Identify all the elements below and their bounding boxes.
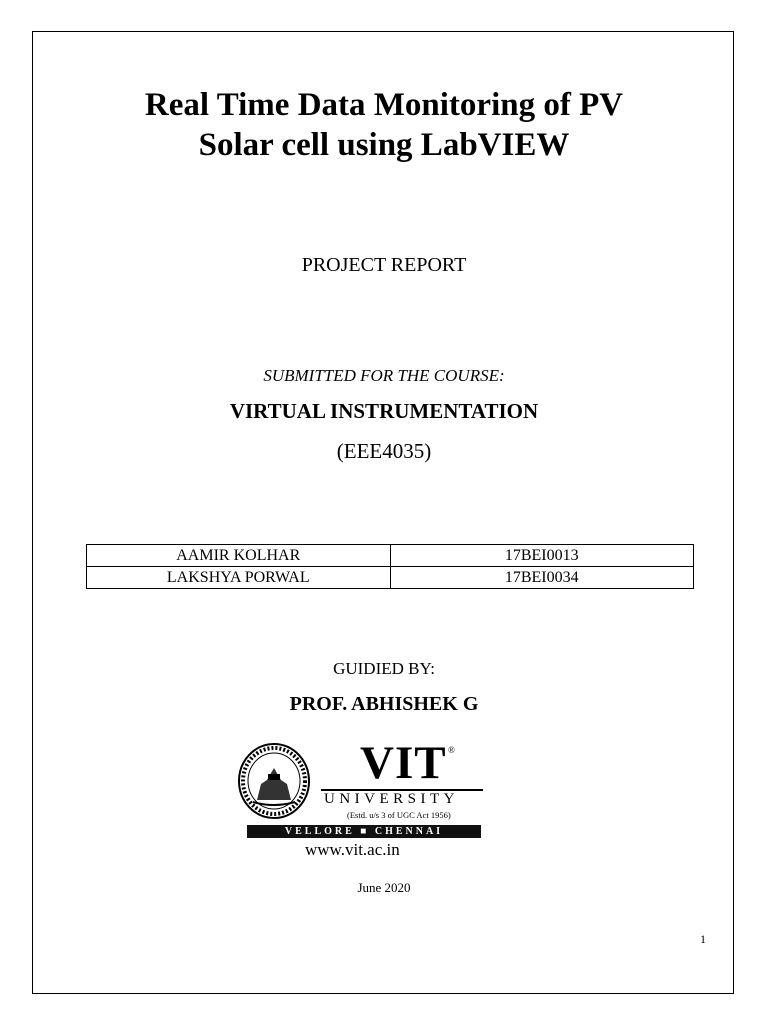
guide-name: PROF. ABHISHEK G [289, 693, 479, 715]
course-code: (EEE4035) [336, 439, 432, 463]
table-row [87, 545, 694, 567]
logo-established: (Estd. u/s 3 of UGC Act 1956) [347, 810, 451, 820]
table-row [87, 567, 694, 589]
title-line-2: Solar cell using LabVIEW [198, 127, 570, 163]
logo-campuses: VELLORE ■ CHENNAI [247, 825, 481, 838]
course-name: VIRTUAL INSTRUMENTATION [229, 399, 539, 423]
document-title [0, 85, 768, 165]
student-reg: 17BEI0013 [390, 545, 694, 567]
title-line-1: Real Time Data Monitoring of PV [144, 87, 624, 123]
students-table [86, 544, 694, 589]
student-name: LAKSHYA PORWAL [87, 567, 391, 589]
report-type: PROJECT REPORT [301, 254, 467, 276]
logo-brand: VIT [360, 737, 447, 789]
vit-logo [237, 738, 487, 862]
page-number: 1 [700, 932, 706, 946]
guided-label: GUIDIED BY: [333, 659, 435, 678]
student-reg: 17BEI0034 [390, 567, 694, 589]
logo-university: UNIVERSITY [324, 791, 459, 807]
submitted-label: SUBMITTED FOR THE COURSE: [263, 366, 505, 385]
report-date: June 2020 [357, 880, 411, 895]
university-seal-icon [237, 742, 311, 820]
logo-website: www.vit.ac.in [305, 840, 400, 859]
student-name: AAMIR KOLHAR [87, 545, 391, 567]
registered-mark: ® [448, 745, 455, 755]
